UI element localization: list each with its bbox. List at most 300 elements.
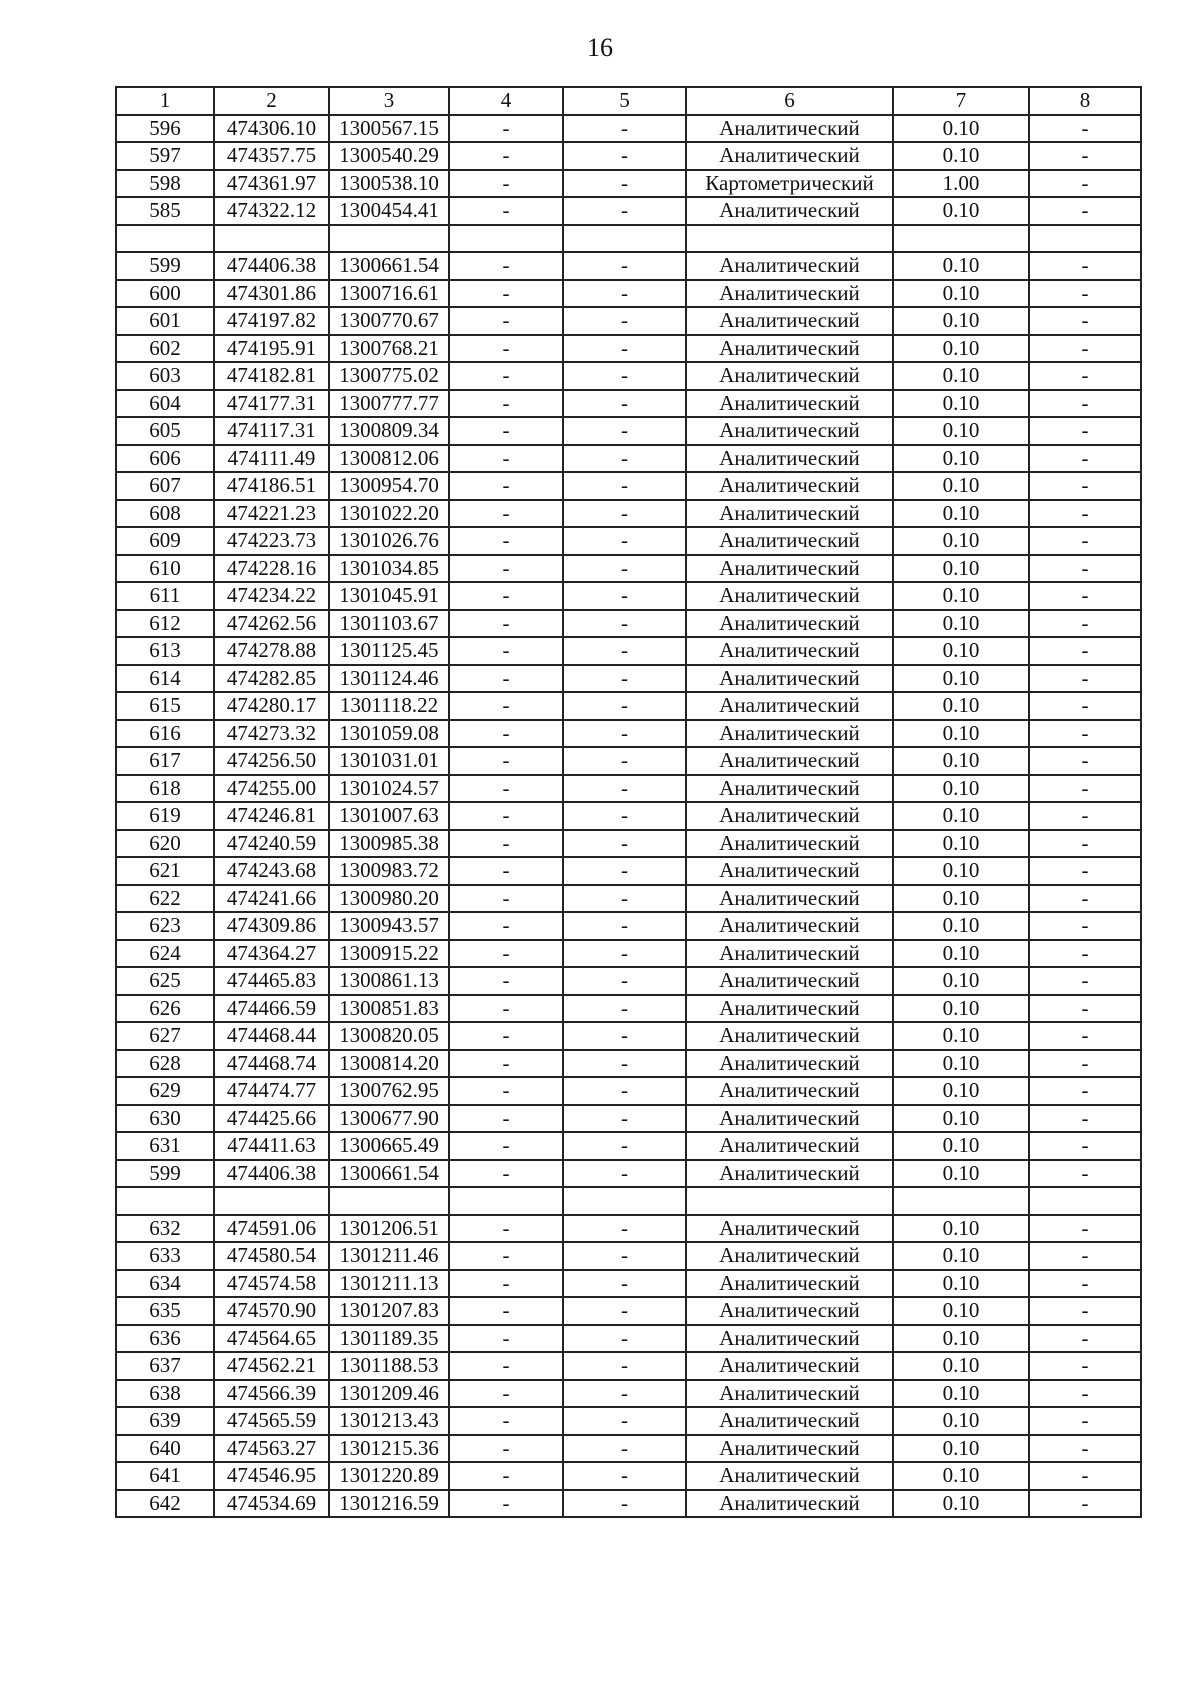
point-number-cell: 601: [116, 307, 214, 335]
x-coordinate-cell: 474425.66: [214, 1105, 329, 1133]
x-coordinate-cell: 474111.49: [214, 445, 329, 473]
method-cell: Аналитический: [686, 1352, 893, 1380]
x-coordinate-cell: 474411.63: [214, 1132, 329, 1160]
col4-cell: -: [449, 1325, 563, 1353]
col4-cell: -: [449, 307, 563, 335]
col5-cell: -: [563, 115, 686, 143]
col4-cell: -: [449, 802, 563, 830]
accuracy-cell: 0.10: [893, 1270, 1029, 1298]
method-cell: Аналитический: [686, 1490, 893, 1518]
point-number-cell: 621: [116, 857, 214, 885]
point-number-cell: 617: [116, 747, 214, 775]
x-coordinate-cell: 474574.58: [214, 1270, 329, 1298]
col4-cell: [449, 1187, 563, 1215]
header-cell-1: 1: [116, 87, 214, 115]
col5-cell: -: [563, 527, 686, 555]
col5-cell: -: [563, 252, 686, 280]
col8-cell: -: [1029, 665, 1141, 693]
method-cell: Аналитический: [686, 1160, 893, 1188]
method-cell: Аналитический: [686, 1297, 893, 1325]
table-row: [116, 1297, 1141, 1325]
y-coordinate-cell: 1300851.83: [329, 995, 449, 1023]
col4-cell: -: [449, 912, 563, 940]
method-cell: Аналитический: [686, 1050, 893, 1078]
col5-cell: -: [563, 1160, 686, 1188]
y-coordinate-cell: 1300915.22: [329, 940, 449, 968]
y-coordinate-cell: 1301125.45: [329, 637, 449, 665]
accuracy-cell: 0.10: [893, 857, 1029, 885]
table-row: [116, 1242, 1141, 1270]
x-coordinate-cell: 474256.50: [214, 747, 329, 775]
col5-cell: -: [563, 610, 686, 638]
table-row: [116, 1352, 1141, 1380]
col8-cell: -: [1029, 142, 1141, 170]
table-row: [116, 665, 1141, 693]
point-number-cell: 620: [116, 830, 214, 858]
accuracy-cell: 1.00: [893, 170, 1029, 198]
y-coordinate-cell: 1301118.22: [329, 692, 449, 720]
point-number-cell: 600: [116, 280, 214, 308]
col8-cell: -: [1029, 197, 1141, 225]
col4-cell: -: [449, 390, 563, 418]
table-row: [116, 1380, 1141, 1408]
col8-cell: -: [1029, 1242, 1141, 1270]
table-row: [116, 1325, 1141, 1353]
y-coordinate-cell: 1301103.67: [329, 610, 449, 638]
method-cell: Аналитический: [686, 830, 893, 858]
col8-cell: -: [1029, 912, 1141, 940]
col5-cell: -: [563, 582, 686, 610]
col4-cell: -: [449, 1462, 563, 1490]
x-coordinate-cell: 474564.65: [214, 1325, 329, 1353]
col8-cell: -: [1029, 527, 1141, 555]
y-coordinate-cell: 1301007.63: [329, 802, 449, 830]
y-coordinate-cell: 1300814.20: [329, 1050, 449, 1078]
col8-cell: -: [1029, 1490, 1141, 1518]
table-row: [116, 1022, 1141, 1050]
accuracy-cell: 0.10: [893, 1462, 1029, 1490]
method-cell: Аналитический: [686, 802, 893, 830]
accuracy-cell: 0.10: [893, 665, 1029, 693]
col8-cell: -: [1029, 1435, 1141, 1463]
point-number-cell: 597: [116, 142, 214, 170]
col5-cell: -: [563, 1352, 686, 1380]
y-coordinate-cell: 1300820.05: [329, 1022, 449, 1050]
accuracy-cell: 0.10: [893, 390, 1029, 418]
x-coordinate-cell: 474197.82: [214, 307, 329, 335]
col4-cell: -: [449, 610, 563, 638]
table-row: [116, 335, 1141, 363]
accuracy-cell: 0.10: [893, 1132, 1029, 1160]
col5-cell: -: [563, 170, 686, 198]
col5-cell: -: [563, 1490, 686, 1518]
point-number-cell: 611: [116, 582, 214, 610]
col8-cell: -: [1029, 1105, 1141, 1133]
point-number-cell: 615: [116, 692, 214, 720]
col5-cell: -: [563, 912, 686, 940]
x-coordinate-cell: 474221.23: [214, 500, 329, 528]
method-cell: Аналитический: [686, 775, 893, 803]
col5-cell: -: [563, 1215, 686, 1243]
method-cell: Аналитический: [686, 692, 893, 720]
x-coordinate-cell: 474223.73: [214, 527, 329, 555]
point-number-cell: 641: [116, 1462, 214, 1490]
x-coordinate-cell: 474195.91: [214, 335, 329, 363]
header-row: [116, 87, 1141, 115]
col4-cell: -: [449, 692, 563, 720]
col8-cell: -: [1029, 417, 1141, 445]
col8-cell: -: [1029, 115, 1141, 143]
accuracy-cell: 0.10: [893, 967, 1029, 995]
table-row: [116, 775, 1141, 803]
point-number-cell: 606: [116, 445, 214, 473]
x-coordinate-cell: 474273.32: [214, 720, 329, 748]
point-number-cell: 622: [116, 885, 214, 913]
col8-cell: -: [1029, 1462, 1141, 1490]
col5-cell: -: [563, 1297, 686, 1325]
accuracy-cell: 0.10: [893, 940, 1029, 968]
col5-cell: -: [563, 472, 686, 500]
table-row: [116, 500, 1141, 528]
point-number-cell: 612: [116, 610, 214, 638]
col4-cell: -: [449, 115, 563, 143]
point-number-cell: 607: [116, 472, 214, 500]
col5-cell: -: [563, 500, 686, 528]
point-number-cell: 637: [116, 1352, 214, 1380]
table-row: [116, 885, 1141, 913]
accuracy-cell: 0.10: [893, 555, 1029, 583]
col5-cell: -: [563, 940, 686, 968]
point-number-cell: 632: [116, 1215, 214, 1243]
table-row: [116, 252, 1141, 280]
y-coordinate-cell: 1301189.35: [329, 1325, 449, 1353]
y-coordinate-cell: 1301206.51: [329, 1215, 449, 1243]
method-cell: Аналитический: [686, 857, 893, 885]
method-cell: Аналитический: [686, 1105, 893, 1133]
col4-cell: -: [449, 1270, 563, 1298]
col4-cell: -: [449, 1050, 563, 1078]
point-number-cell: 603: [116, 362, 214, 390]
point-number-cell: 624: [116, 940, 214, 968]
method-cell: Аналитический: [686, 472, 893, 500]
col5-cell: -: [563, 197, 686, 225]
accuracy-cell: 0.10: [893, 775, 1029, 803]
accuracy-cell: 0.10: [893, 1242, 1029, 1270]
col8-cell: -: [1029, 885, 1141, 913]
coordinates-table: [115, 86, 1142, 1518]
x-coordinate-cell: 474468.74: [214, 1050, 329, 1078]
point-number-cell: 614: [116, 665, 214, 693]
y-coordinate-cell: 1301059.08: [329, 720, 449, 748]
table-row: [116, 1105, 1141, 1133]
y-coordinate-cell: 1301024.57: [329, 775, 449, 803]
y-coordinate-cell: 1300540.29: [329, 142, 449, 170]
y-coordinate-cell: 1300661.54: [329, 1160, 449, 1188]
accuracy-cell: 0.10: [893, 500, 1029, 528]
accuracy-cell: 0.10: [893, 830, 1029, 858]
col8-cell: -: [1029, 472, 1141, 500]
accuracy-cell: 0.10: [893, 252, 1029, 280]
table-row: [116, 857, 1141, 885]
accuracy-cell: 0.10: [893, 995, 1029, 1023]
x-coordinate-cell: 474406.38: [214, 252, 329, 280]
accuracy-cell: 0.10: [893, 417, 1029, 445]
y-coordinate-cell: 1300943.57: [329, 912, 449, 940]
col5-cell: -: [563, 1407, 686, 1435]
method-cell: Аналитический: [686, 1077, 893, 1105]
col4-cell: -: [449, 252, 563, 280]
method-cell: Аналитический: [686, 1435, 893, 1463]
method-cell: Аналитический: [686, 307, 893, 335]
point-number-cell: 626: [116, 995, 214, 1023]
col5-cell: -: [563, 720, 686, 748]
point-number-cell: 602: [116, 335, 214, 363]
point-number-cell: 628: [116, 1050, 214, 1078]
table-row: [116, 390, 1141, 418]
header-cell-3: 3: [329, 87, 449, 115]
col8-cell: -: [1029, 307, 1141, 335]
header-cell-4: 4: [449, 87, 563, 115]
method-cell: Аналитический: [686, 555, 893, 583]
accuracy-cell: 0.10: [893, 1407, 1029, 1435]
col5-cell: -: [563, 692, 686, 720]
accuracy-cell: 0.10: [893, 115, 1029, 143]
col8-cell: -: [1029, 967, 1141, 995]
y-coordinate-cell: 1300677.90: [329, 1105, 449, 1133]
col8-cell: -: [1029, 1407, 1141, 1435]
method-cell: Аналитический: [686, 1022, 893, 1050]
accuracy-cell: 0.10: [893, 197, 1029, 225]
y-coordinate-cell: 1300762.95: [329, 1077, 449, 1105]
y-coordinate-cell: 1300777.77: [329, 390, 449, 418]
table-row: [116, 307, 1141, 335]
x-coordinate-cell: 474322.12: [214, 197, 329, 225]
col5-cell: -: [563, 1022, 686, 1050]
col8-cell: -: [1029, 555, 1141, 583]
header-cell-5: 5: [563, 87, 686, 115]
col5-cell: [563, 225, 686, 253]
x-coordinate-cell: 474117.31: [214, 417, 329, 445]
point-number-cell: 640: [116, 1435, 214, 1463]
accuracy-cell: 0.10: [893, 280, 1029, 308]
method-cell: Аналитический: [686, 197, 893, 225]
col8-cell: -: [1029, 610, 1141, 638]
point-number-cell: 608: [116, 500, 214, 528]
table-row: [116, 362, 1141, 390]
table-row: [116, 1187, 1141, 1215]
table-row: [116, 582, 1141, 610]
point-number-cell: 630: [116, 1105, 214, 1133]
y-coordinate-cell: 1301220.89: [329, 1462, 449, 1490]
col8-cell: -: [1029, 1160, 1141, 1188]
col4-cell: [449, 225, 563, 253]
col4-cell: -: [449, 665, 563, 693]
accuracy-cell: 0.10: [893, 912, 1029, 940]
point-number-cell: 610: [116, 555, 214, 583]
y-coordinate-cell: 1300809.34: [329, 417, 449, 445]
accuracy-cell: 0.10: [893, 362, 1029, 390]
col4-cell: -: [449, 720, 563, 748]
point-number-cell: 605: [116, 417, 214, 445]
method-cell: Аналитический: [686, 912, 893, 940]
accuracy-cell: 0.10: [893, 1380, 1029, 1408]
col8-cell: -: [1029, 1132, 1141, 1160]
point-number-cell: 599: [116, 1160, 214, 1188]
table-row: [116, 445, 1141, 473]
col8-cell: -: [1029, 720, 1141, 748]
accuracy-cell: 0.10: [893, 142, 1029, 170]
y-coordinate-cell: 1301215.36: [329, 1435, 449, 1463]
col5-cell: -: [563, 555, 686, 583]
col8-cell: -: [1029, 692, 1141, 720]
x-coordinate-cell: 474466.59: [214, 995, 329, 1023]
point-number-cell: [116, 225, 214, 253]
col8-cell: [1029, 225, 1141, 253]
y-coordinate-cell: 1301034.85: [329, 555, 449, 583]
x-coordinate-cell: 474468.44: [214, 1022, 329, 1050]
col4-cell: -: [449, 637, 563, 665]
col4-cell: -: [449, 445, 563, 473]
col5-cell: -: [563, 307, 686, 335]
header-cell-7: 7: [893, 87, 1029, 115]
page-number: 16: [587, 33, 613, 62]
x-coordinate-cell: 474566.39: [214, 1380, 329, 1408]
point-number-cell: [116, 1187, 214, 1215]
y-coordinate-cell: [329, 1187, 449, 1215]
point-number-cell: 585: [116, 197, 214, 225]
y-coordinate-cell: 1300665.49: [329, 1132, 449, 1160]
col4-cell: -: [449, 1022, 563, 1050]
point-number-cell: 631: [116, 1132, 214, 1160]
method-cell: [686, 1187, 893, 1215]
method-cell: Аналитический: [686, 940, 893, 968]
col5-cell: -: [563, 445, 686, 473]
table-row: [116, 912, 1141, 940]
table-row: [116, 747, 1141, 775]
y-coordinate-cell: 1301022.20: [329, 500, 449, 528]
accuracy-cell: 0.10: [893, 1490, 1029, 1518]
x-coordinate-cell: 474364.27: [214, 940, 329, 968]
method-cell: Аналитический: [686, 1407, 893, 1435]
method-cell: Аналитический: [686, 582, 893, 610]
col8-cell: -: [1029, 1050, 1141, 1078]
method-cell: Аналитический: [686, 1325, 893, 1353]
accuracy-cell: [893, 1187, 1029, 1215]
x-coordinate-cell: 474546.95: [214, 1462, 329, 1490]
col8-cell: -: [1029, 995, 1141, 1023]
col5-cell: -: [563, 280, 686, 308]
col8-cell: -: [1029, 170, 1141, 198]
col8-cell: -: [1029, 940, 1141, 968]
point-number-cell: 609: [116, 527, 214, 555]
col4-cell: -: [449, 967, 563, 995]
accuracy-cell: 0.10: [893, 472, 1029, 500]
method-cell: Аналитический: [686, 610, 893, 638]
method-cell: Аналитический: [686, 142, 893, 170]
accuracy-cell: 0.10: [893, 1215, 1029, 1243]
y-coordinate-cell: 1301124.46: [329, 665, 449, 693]
method-cell: Аналитический: [686, 500, 893, 528]
col8-cell: -: [1029, 1325, 1141, 1353]
col4-cell: -: [449, 885, 563, 913]
y-coordinate-cell: 1301216.59: [329, 1490, 449, 1518]
col4-cell: -: [449, 555, 563, 583]
accuracy-cell: 0.10: [893, 720, 1029, 748]
col5-cell: -: [563, 1050, 686, 1078]
x-coordinate-cell: 474406.38: [214, 1160, 329, 1188]
col5-cell: -: [563, 1462, 686, 1490]
y-coordinate-cell: 1300538.10: [329, 170, 449, 198]
y-coordinate-cell: 1300768.21: [329, 335, 449, 363]
table-row: [116, 115, 1141, 143]
table-row: [116, 967, 1141, 995]
accuracy-cell: 0.10: [893, 335, 1029, 363]
y-coordinate-cell: 1300812.06: [329, 445, 449, 473]
table-row: [116, 555, 1141, 583]
y-coordinate-cell: [329, 225, 449, 253]
col4-cell: -: [449, 1490, 563, 1518]
point-number-cell: 636: [116, 1325, 214, 1353]
table-body: [116, 87, 1141, 1517]
x-coordinate-cell: 474280.17: [214, 692, 329, 720]
col8-cell: -: [1029, 1380, 1141, 1408]
method-cell: Аналитический: [686, 747, 893, 775]
table-row: [116, 1215, 1141, 1243]
col5-cell: -: [563, 665, 686, 693]
table-row: [116, 1270, 1141, 1298]
y-coordinate-cell: 1301026.76: [329, 527, 449, 555]
table-row: [116, 417, 1141, 445]
col8-cell: -: [1029, 857, 1141, 885]
col8-cell: -: [1029, 445, 1141, 473]
accuracy-cell: 0.10: [893, 747, 1029, 775]
table-row: [116, 472, 1141, 500]
method-cell: Аналитический: [686, 280, 893, 308]
col8-cell: -: [1029, 390, 1141, 418]
col4-cell: -: [449, 500, 563, 528]
col4-cell: -: [449, 335, 563, 363]
accuracy-cell: 0.10: [893, 1160, 1029, 1188]
table-row: [116, 527, 1141, 555]
table-row: [116, 197, 1141, 225]
col5-cell: -: [563, 637, 686, 665]
y-coordinate-cell: 1300775.02: [329, 362, 449, 390]
col5-cell: -: [563, 390, 686, 418]
point-number-cell: 634: [116, 1270, 214, 1298]
accuracy-cell: 0.10: [893, 527, 1029, 555]
method-cell: Аналитический: [686, 527, 893, 555]
point-number-cell: 642: [116, 1490, 214, 1518]
col4-cell: -: [449, 1132, 563, 1160]
method-cell: Аналитический: [686, 1380, 893, 1408]
table-row: [116, 142, 1141, 170]
accuracy-cell: 0.10: [893, 637, 1029, 665]
col5-cell: -: [563, 335, 686, 363]
accuracy-cell: 0.10: [893, 1105, 1029, 1133]
col5-cell: -: [563, 857, 686, 885]
y-coordinate-cell: 1301045.91: [329, 582, 449, 610]
header-cell-6: 6: [686, 87, 893, 115]
accuracy-cell: 0.10: [893, 692, 1029, 720]
method-cell: Картометрический: [686, 170, 893, 198]
accuracy-cell: 0.10: [893, 1297, 1029, 1325]
x-coordinate-cell: 474228.16: [214, 555, 329, 583]
method-cell: Аналитический: [686, 1242, 893, 1270]
x-coordinate-cell: 474186.51: [214, 472, 329, 500]
col4-cell: -: [449, 1407, 563, 1435]
y-coordinate-cell: 1301031.01: [329, 747, 449, 775]
col5-cell: -: [563, 995, 686, 1023]
